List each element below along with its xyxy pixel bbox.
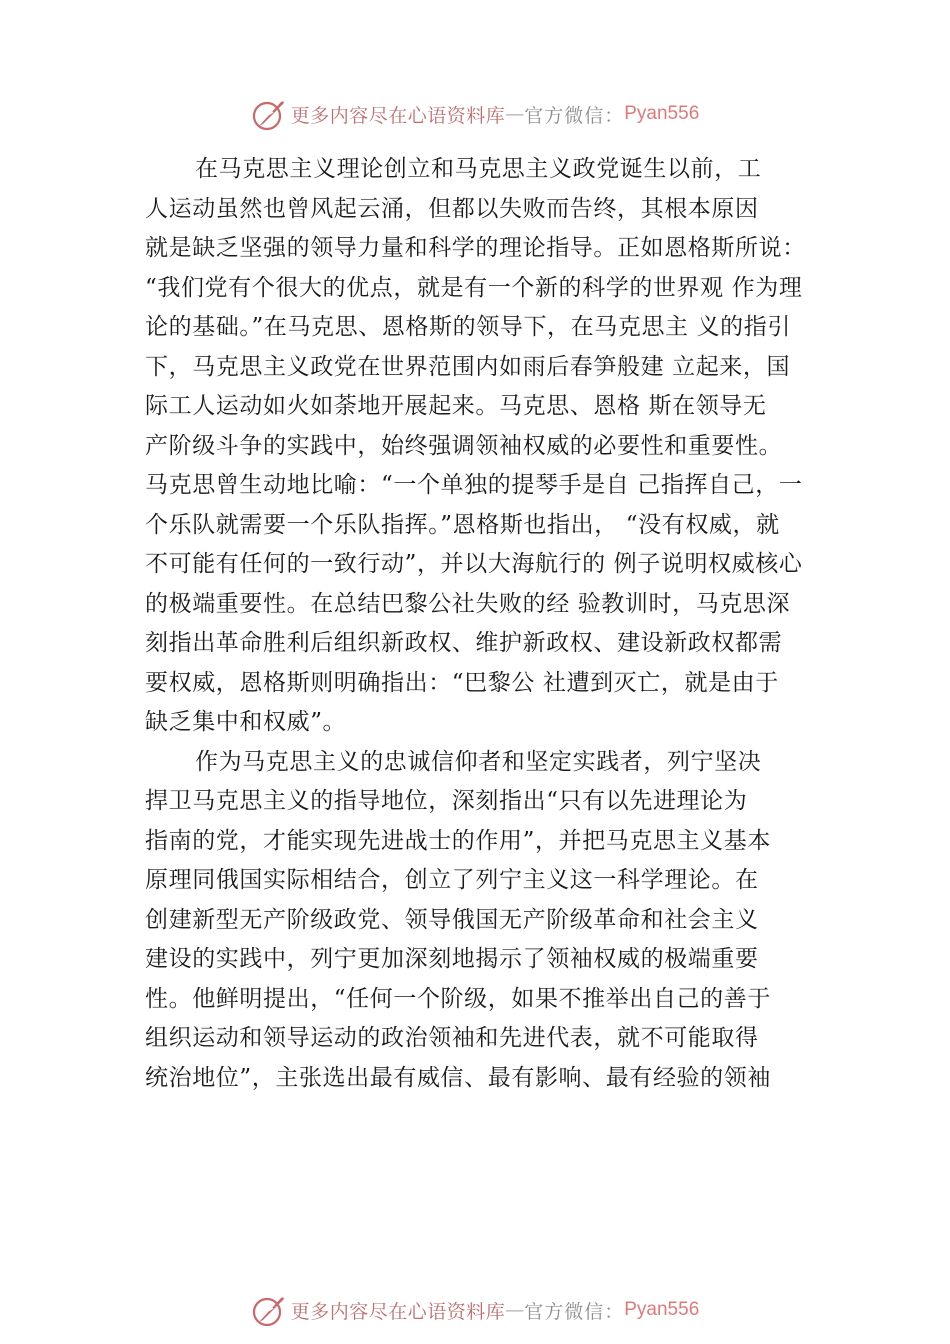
watermark-dash: — [505,1299,525,1321]
document-body [145,150,835,1098]
watermark-brand: 更多内容尽在心语资料库 [290,1300,506,1323]
quill-logo-icon [251,1292,287,1328]
text-line: 指南的党，才能实现先进战士的作用”，并把马克思主义基本 [145,827,771,854]
text-line: 性。他鲜明提出，“任何一个阶级，如果不推举出自己的善于 [145,985,771,1012]
text-line: 下，马克思主义政党在世界范围内如雨后春笋般建 立起来，国 [145,353,791,380]
text-line: “我们党有个很大的优点，就是有一个新的科学的世界观 作为理 [145,274,803,301]
text-line: 创建新型无产阶级政党、领导俄国无产阶级革命和社会主义 [145,906,759,933]
paragraph-2 [145,743,835,1099]
text-line: 在马克思主义理论创立和马克思主义政党诞生以前，工 [195,156,762,182]
text-line: 个乐队就需要一个乐队指挥。”恩格斯也指出， “没有权威，就 [145,511,780,538]
text-line: 缺乏集中和权威”。 [145,709,347,735]
watermark-label: 官方微信： [524,104,625,127]
quill-logo-icon [251,96,287,132]
text-line: 建设的实践中，列宁更加深刻地揭示了领袖权威的极端重要 [145,946,759,972]
text-line: 产阶级斗争的实践中，始终强调领袖权威的必要性和重要性。 [145,432,783,459]
text-line: 人运动虽然也曾风起云涌，但都以失败而告终，其根本原因 [145,195,759,222]
watermark-dash: — [505,103,525,125]
paragraph-1 [145,150,835,743]
text-line: 就是缺乏坚强的领导力量和科学的理论指导。正如恩格斯所说： [145,235,806,261]
text-line: 原理同俄国实际相结合，创立了列宁主义这一科学理论。在 [145,867,759,893]
watermark-id: Pyan556 [624,103,700,124]
text-line: 组织运动和领导运动的政治领袖和先进代表，就不可能取得 [145,1025,759,1051]
watermark-label: 官方微信： [524,1300,625,1323]
text-line: 刻指出革命胜利后组织新政权、维护新政权、建设新政权都需 [145,630,783,656]
text-line: 不可能有任何的一致行动”，并以大海航行的 例子说明权威核心 [145,551,803,577]
text-line: 要权威，恩格斯则明确指出：“巴黎公 社遭到灭亡，就是由于 [145,669,779,696]
watermark-id: Pyan556 [624,1299,700,1320]
watermark-brand: 更多内容尽在心语资料库 [290,104,506,127]
text-line: 际工人运动如火如荼地开展起来。马克思、恩格 斯在领导无 [145,393,767,419]
text-line: 作为马克思主义的忠诚信仰者和坚定实践者，列宁坚决 [195,748,762,775]
header-watermark [0,94,950,134]
text-line: 统治地位”，主张选出最有威信、最有影响、最有经验的领袖 [145,1064,771,1091]
text-line: 捍卫马克思主义的指导地位，深刻指出“只有以先进理论为 [145,788,748,814]
text-line: 马克思曾生动地比喻：“一个单独的提琴手是自 己指挥自己，一 [145,472,803,498]
text-line: 论的基础。”在马克思、恩格斯的领导下，在马克思主 义的指引 [145,314,791,340]
footer-watermark [0,1290,950,1330]
text-line: 的极端重要性。在总结巴黎公社失败的经 验教训时，马克思深 [145,590,791,617]
